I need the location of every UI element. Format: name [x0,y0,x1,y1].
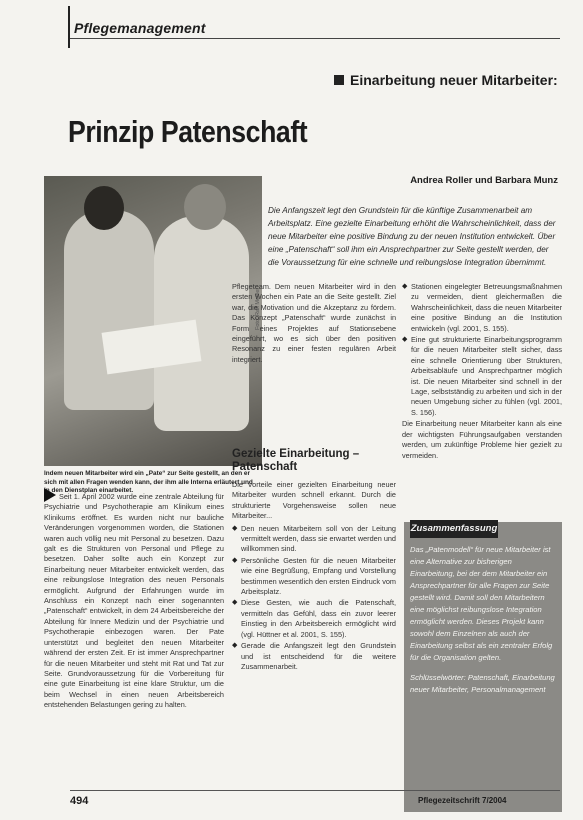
article-title: Prinzip Patenschaft [68,114,308,149]
column-2-lead: Die Vorteile einer gezielten Einarbeitung neuer Mitarbeiter wurden schnell erkannt. Durch die strukturierte Vorgehensweise sollen neue Mitarbeiter... [232,480,396,521]
square-bullet-icon [334,75,344,85]
summary-body: Das „Patenmodell“ für neue Mitarbeiter ist eine Alternative zur bisherigen Einarbeitung, bei der dem Mitarbeiter ein Ansprechpartner für alle Fragen zur Seite gestellt wird. Damit soll den Mitarbeitern eine möglichst reibungslose Integration ermöglicht werden. Dieses Projekt kann sowohl dem Einzelnen als auch der Einarbeitung selbst als ein zentraler Erfolg für die Organisation gelten. [410,545,553,662]
rubric-bar [68,6,70,48]
column-1 [44,488,224,786]
summary-text [410,544,556,696]
rubric-divider [70,38,560,39]
column-2-subheading: Gezielte Einarbeitung – Patenschaft [232,448,360,473]
column-2-top: Pflegeteam. Dem neuen Mitarbeiter wird in den ersten Wochen ein Pate an die Seite gestellt. Ziel war, die Motivation und die Akzeptanz zu fördern. Das Konzept „Patenschaft“ wurde zunächst in Form eines Projektes auf Stationsebene eingeführt, wo es sich über den positiven Resonanz zu einer festen regulären Arbeit integriert. [232,282,396,364]
bullet-item: ◆ Stationen eingelegter Betreuungsmaßnahmen zu vermeiden, dient gleichermaßen die Wahrscheinlichkeit, dass die neuen Mitarbeiter eine positive Bindung an die Institution entwickeln (vgl. 2001, S. 155). [402,282,562,334]
photo-head-right [184,184,226,230]
column-1-text: Seit 1. April 2002 wurde eine zentrale Abteilung für Psychiatrie und Psychotherapie am Klinikum eines Klinikums eröffnet. Es wurden nicht nur bauliche Veränderungen vorgenommen worden, die Stationen waren auch völlig neu mit Personal zu besetzen. Dazu galt es die Strukturen von Personal und Pflege zu besetzen. Daher sollte auch ein Konzept zur Einarbeitung neuer Mitarbeiter entwickelt werden, das eine reibungslose Integration des neuen Personals ermöglicht. Aufgrund der Erfahrungen wurde im Anschluss ein Konzept nach einer sogenannten „Patenschaft“ entwickelt, in dem 24 Arbeitsbereiche der Abteilung für Innere Medizin und der Psychiatrie und Psychotherapie einbezogen waren. Der Pate unterstützt und begleitet den neuen Mitarbeiter während der ersten Zeit. Er ist immer Ansprechpartner für die neuen Mitarbeiter und steht mit Rat und Tat zur Seite. Grundvoraussetzung für die Vorbereitung für eine gute Einarbeitung ist eine klare Struktur, um die beim Wechsel in einen neuen Arbeitsbereich entstehenden Belastungen gering zu halten. [44,492,224,710]
authors: Andrea Roller und Barbara Munz [410,175,558,186]
photo-head-left [84,186,124,230]
column-3-top [402,282,562,514]
footer-divider [70,790,560,791]
kicker-text: Einarbeitung neuer Mitarbeiter: [350,72,558,88]
journal-issue: Pflegezeitschrift 7/2004 [418,796,507,805]
article-intro: Die Anfangszeit legt den Grundstein für die künftige Zusammenarbeit am Arbeitsplatz. Eine gezielte Einarbeitung erhöht die Wahrscheinlichkeit, dass der neue Mitarbeiter eine positive Bindung zu der neuen Institution entwickelt. Über eine „Patenschaft“ soll ihm ein Ansprechpartner zur Seite gestellt werden, der die Voraussetzung für eine schnelle und reibungslose Integration übernimmt. [268,206,556,267]
kicker [334,72,558,88]
bullet-item: ◆ Den neuen Mitarbeitern soll von der Leitung vermittelt werden, dass sie erwartet werden und willkommen sind. [232,524,396,555]
column-3-tail: Die Einarbeitung neuer Mitarbeiter kann als eine der wichtigsten Führungsaufgaben verstanden werden, um zukünftige Probleme hier gezielt zu vermeiden. [402,419,562,460]
drop-triangle-icon [44,488,56,502]
page-number: 494 [70,795,89,807]
photo-caption: Indem neuen Mitarbeiter wird ein „Pate“ zur Seite gestellt, an den er sich mit allen Fragen wenden kann, der ihm alle Interna erläutert und in den Dienstplan einarbeitet. [44,470,253,495]
column-2-body [232,480,396,788]
bullet-item: ◆ Diese Gesten, wie auch die Patenschaft, vermitteln das Gefühl, dass ein zuvor leerer Einstieg in den Arbeitsbereich ermöglicht wird (vgl. Hüttner et al. 2001, S. 155). [232,598,396,640]
article-photo [44,176,262,466]
bullet-item: ◆ Persönliche Gesten für die neuen Mitarbeiter wie eine Begrüßung, Empfang und Vorstellung bestimmen wesentlich den ersten Eindruck vom Arbeitsplatz. [232,556,396,598]
bullet-item: ◆ Eine gut strukturierte Einarbeitungsprogramm für die neuen Mitarbeiter stellt sicher, dass eine schnelle Orientierung über Strukturen, Arbeitsabläufe und Ansprechpartner möglich ist. Die neuen Mitarbeiter sind schnell in der Lage, selbstständig zu arbeiten und sich in der neuen Umgebung sicher zu fühlen (vgl. 2001, S. 156). [402,335,562,418]
section-rubric: Pflegemanagement [74,20,206,36]
summary-title: Zusammenfassung [410,520,498,538]
photo-credit: Foto: Ralf Mettler [255,287,261,330]
bullet-item: ◆ Gerade die Anfangszeit legt den Grundstein und ist entscheidend für die weitere Zusammenarbeit. [232,641,396,672]
photo-person-left [64,210,154,410]
summary-keywords: Schlüsselwörter: Patenschaft, Einarbeitung neuer Mitarbeiter, Personalmanagement [410,673,555,694]
